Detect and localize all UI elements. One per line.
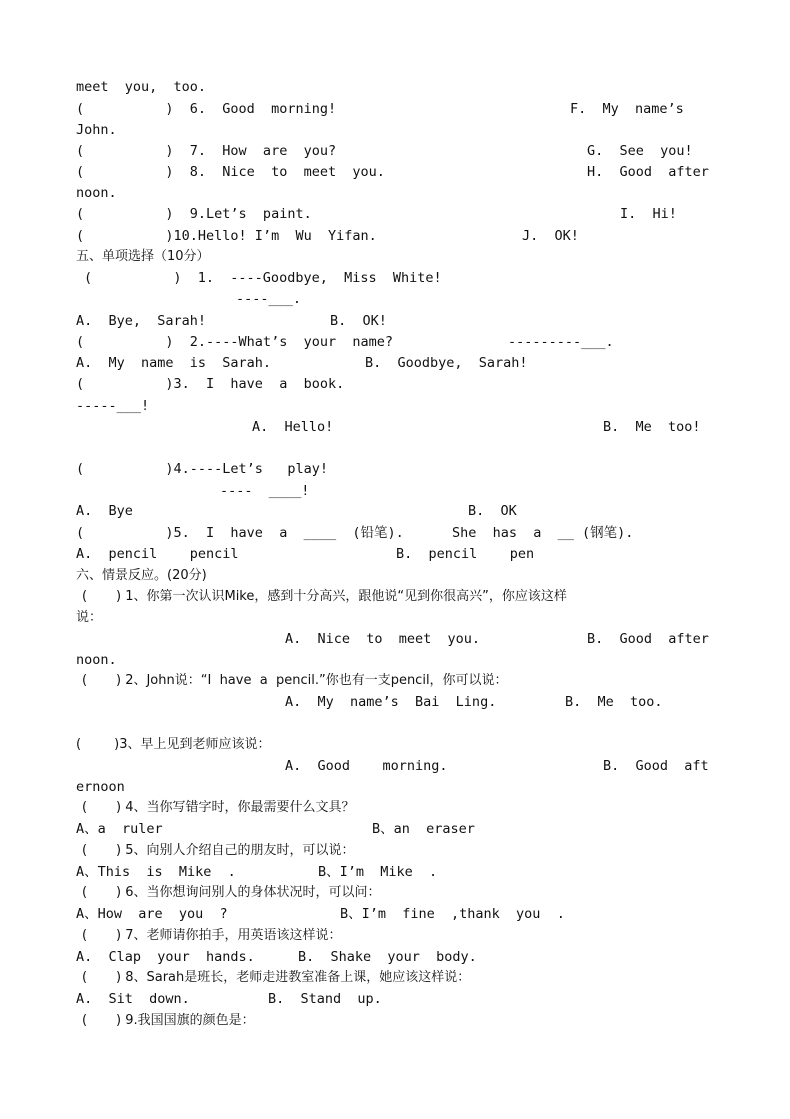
text-line: ( ) 8. Nice to meet you. [76,164,385,180]
text-line: A、a ruler [76,821,163,837]
text-line: John. [76,122,117,138]
text-line: ( ) 1、你第一次认识Mike，感到十分高兴，跟他说“见到你很高兴”，你应该这样 [82,589,567,604]
text-line: ( ) 5、向别人介绍自己的朋友时，可以说： [82,843,355,858]
text-line: A. Hello! [252,419,334,435]
text-line: ( ) 4、当你写错字时，你最需要什么文具？ [82,800,355,815]
text-line: ( ) 2、John说：“I have a pencil.”你也有一支pencil，你可以说： [82,673,508,688]
text-line: B、an eraser [372,821,475,837]
text-line: A、This is Mike . [76,864,236,880]
text-line: G. See you! [587,143,693,159]
text-line: A. Nice to meet you. [285,631,481,647]
text-line: ( )3. I have a book. [76,376,345,392]
section-heading: 五、单项选择（10分） [76,249,210,264]
text-line: ( )4.----Let’s play! [76,461,328,477]
text-line: B. pencil pen [396,546,535,562]
text-line: A、How are you ? [76,906,228,922]
text-line: A. My name’s Bai Ling. [285,694,497,710]
text-line: B. Me too. [565,694,663,710]
text-line: ( ) 6、当你想询问别人的身体状况时，可以问： [82,885,381,900]
text-line: B. Good aft [603,758,709,774]
text-line: ( ) 8、Sarah是班长，老师走进教室准备上课，她应该这样说： [82,970,471,985]
text-line: meet you, too. [76,79,207,95]
text-line: ( )5. I have a ____ (铅笔). [76,525,404,541]
text-line: F. My name’s [570,101,684,117]
text-line: ( ) 9.Let’s paint. [76,206,312,222]
text-line: B. OK [468,503,517,519]
text-line: ( ) 1. ----Goodbye, Miss White! [84,270,442,286]
text-line: 说： [76,610,103,625]
text-line: I. Hi! [620,206,677,222]
text-line: B. Good after [587,631,709,647]
text-line: ( ) 7、老师请你拍手，用英语该这样说： [82,928,342,943]
text-line: -----___! [76,398,150,414]
text-line: B. Stand up. [268,991,382,1007]
text-line: B、I’m fine ,thank you . [340,906,565,922]
text-line: A. pencil pencil [76,546,239,562]
section-heading: 六、情景反应。(20分) [76,568,207,583]
text-line: ---- ____! [220,483,310,499]
text-line: A. Good morning. [285,758,448,774]
text-line: B. Shake your body. [298,949,477,965]
text-line: B. Me too! [603,419,701,435]
text-line: ---------___. [508,334,614,350]
text-line: ( )10.Hello! I’m Wu Yifan. [76,228,377,244]
text-line: ( )3、早上见到老师应该说： [76,737,271,752]
text-line: A. Bye, Sarah! [76,313,207,329]
text-line: H. Good after [587,164,709,180]
text-line: ( ) 2.----What’s your name? [76,334,393,350]
text-line: ( ) 6. Good morning! [76,101,337,117]
text-line: ----___. [236,291,302,307]
text-line: B. Goodbye, Sarah! [365,355,528,371]
text-line: ernoon [76,779,125,795]
text-line: noon. [76,652,117,668]
text-line: B、I’m Mike . [318,864,438,880]
text-line: J. OK! [522,228,579,244]
text-line: noon. [76,185,117,201]
text-line: B. OK! [330,313,387,329]
text-line: A. Sit down. [76,991,190,1007]
text-line: She has a __ (钢笔). [452,525,634,541]
text-line: A. Bye [76,503,133,519]
text-line: A. Clap your hands. [76,949,255,965]
text-line: A. My name is Sarah. [76,355,272,371]
text-line: ( ) 9.我国国旗的颜色是： [82,1013,255,1028]
text-line: ( ) 7. How are you? [76,143,337,159]
